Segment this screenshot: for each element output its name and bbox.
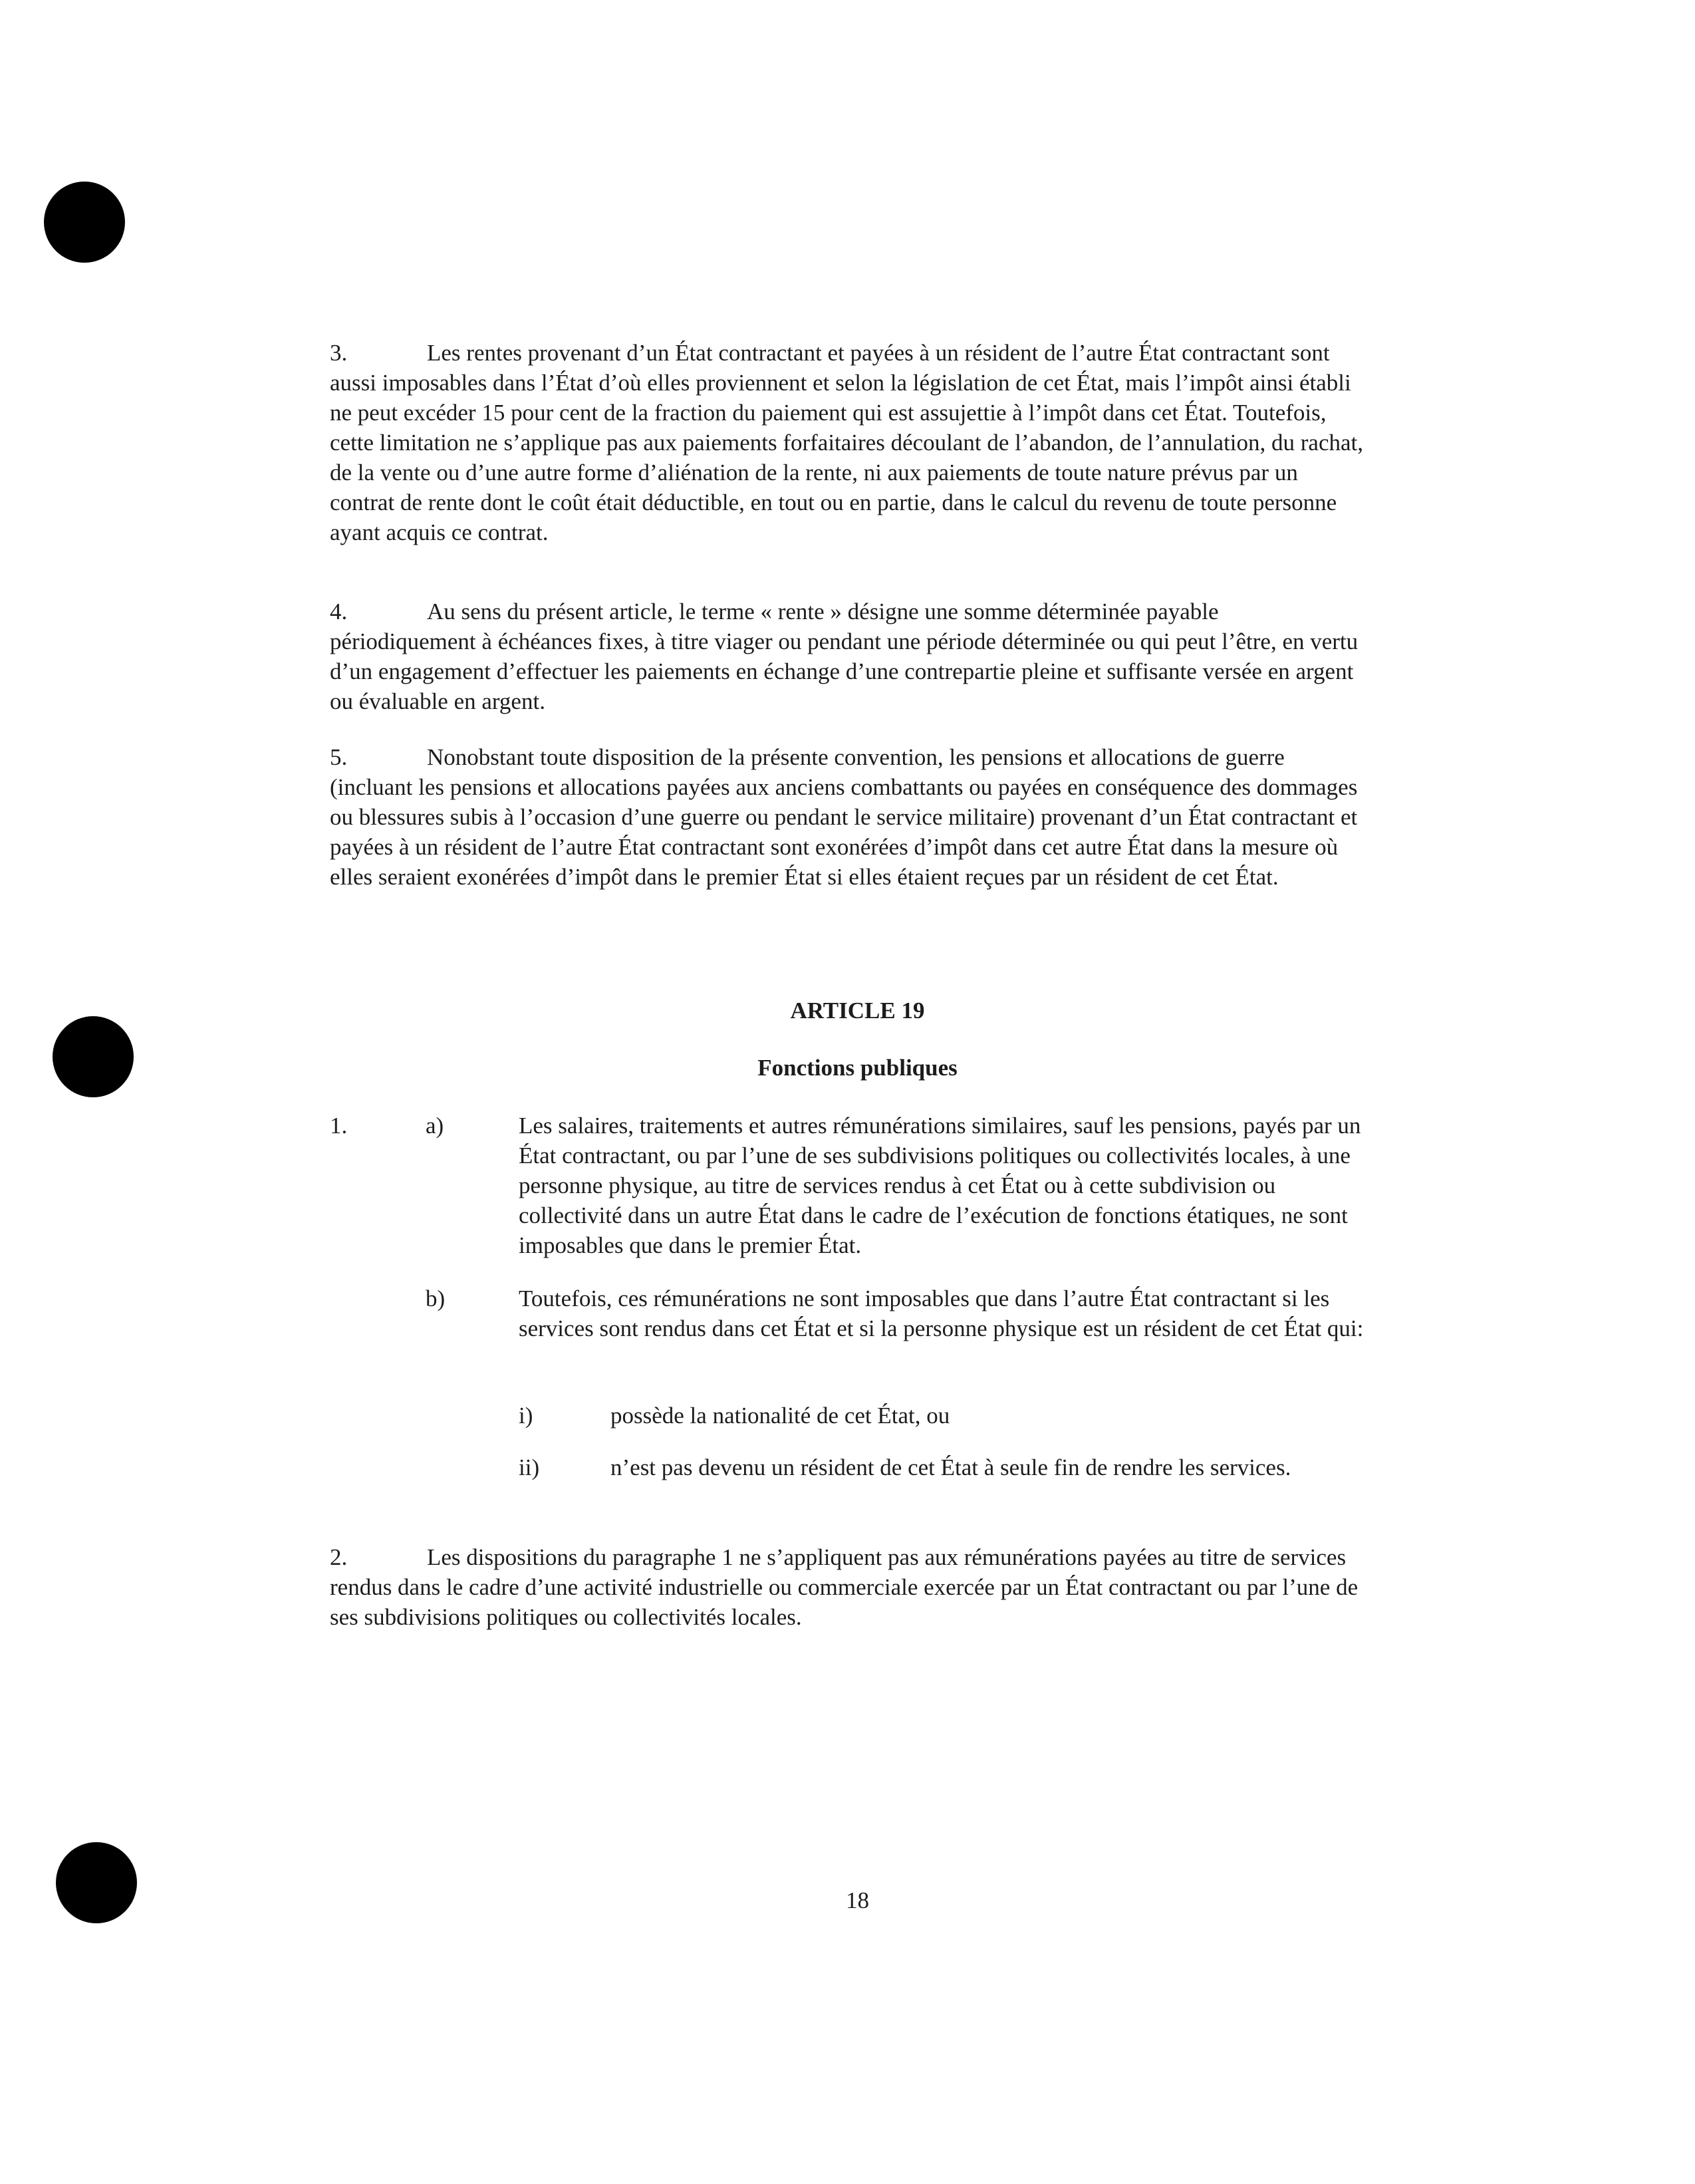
clause-i-text: possède la nationalité de cet État, ou (610, 1403, 950, 1429)
clause-label-i: i) (519, 1403, 533, 1429)
article-paragraph-2 (330, 1542, 1367, 1632)
paragraph-4 (330, 597, 1367, 716)
punch-hole (44, 182, 125, 263)
article-title: ARTICLE 19 (790, 998, 925, 1024)
clause-label-ii: ii) (519, 1454, 540, 1480)
page-number: 18 (846, 1887, 869, 1913)
paragraph-number: 4. (330, 599, 348, 624)
paragraph-text: Au sens du présent article, le terme « rente » désigne une somme déterminée payable périodiquement à échéances fixes, à titre viager ou pendant une période déterminée ou qui peut l’être, en vertu d’un engagement d’effectuer les paiements en échange d’une contrepartie pleine et suffisante versée en argent ou évaluable en argent. (330, 599, 1359, 714)
paragraph-text: Les rentes provenant d’un État contractant et payées à un résident de l’autre État contractant sont aussi imposables dans l’État d’où elles proviennent et selon la législation de cet État, mais l’impôt ainsi établi ne peut excéder 15 pour cent de la fraction du paiement qui est assujettie à l’impôt dans cet État. Toutefois, cette limitation ne s’applique pas aux paiements forfaitaires découlant de l’abandon, de l’annulation, du rachat, de la vente ou d’une autre forme d’aliénation de la rente, ni aux paiements de toute nature prévus par un contrat de rente dont le coût était déductible, en tout ou en partie, dans le calcul du revenu de toute personne ayant acquis ce contrat. (330, 340, 1364, 545)
paragraph-text: Les dispositions du paragraphe 1 ne s’appliquent pas aux rémunérations payées au titre de services rendus dans le cadre d’une activité industrielle ou commerciale exercée par un État contractant ou par l’une de ses subdivisions politiques ou collectivités locales. (330, 1544, 1359, 1630)
paragraph-5 (330, 742, 1367, 892)
paragraph-number: 3. (330, 340, 348, 366)
subparagraph-label-b: b) (426, 1286, 446, 1311)
clause-ii-text: n’est pas devenu un résident de cet État à seule fin de rendre les services. (610, 1454, 1291, 1480)
paragraph-number: 2. (330, 1544, 348, 1570)
article-subtitle: Fonctions publiques (757, 1055, 958, 1081)
subparagraph-label-a: a) (426, 1113, 444, 1139)
paragraph-3 (330, 338, 1367, 547)
paragraph-number: 5. (330, 744, 348, 770)
subparagraph-a-text: Les salaires, traitements et autres rémunérations similaires, sauf les pensions, payés par un État contractant, ou par l’une de ses subdivisions politiques ou collectivités locales, à une personne physique, au titre de services rendus à cet État ou à cette subdivision ou collectivité dans un autre État dans le cadre de l’exécution de fonctions étatiques, ne sont imposables que dans le premier État. (519, 1113, 1361, 1258)
paragraph-text: Nonobstant toute disposition de la présente convention, les pensions et allocations de guerre (incluant les pensions et allocations payées aux anciens combattants ou payées en conséquence des dommages ou blessures subis à l’occasion d’une guerre ou pendant le service militaire) provenant d’un État contractant et payées à un résident de l’autre État contractant sont exonérées d’impôt dans cet autre État dans la mesure où elles seraient exonérées d’impôt dans le premier État si elles étaient reçues par un résident de cet État. (330, 744, 1358, 890)
paragraph-number: 1. (330, 1113, 348, 1139)
subparagraph-b-text: Toutefois, ces rémunérations ne sont imposables que dans l’autre État contractant si les services sont rendus dans cet État et si la personne physique est un résident de cet État qui: (519, 1286, 1364, 1341)
